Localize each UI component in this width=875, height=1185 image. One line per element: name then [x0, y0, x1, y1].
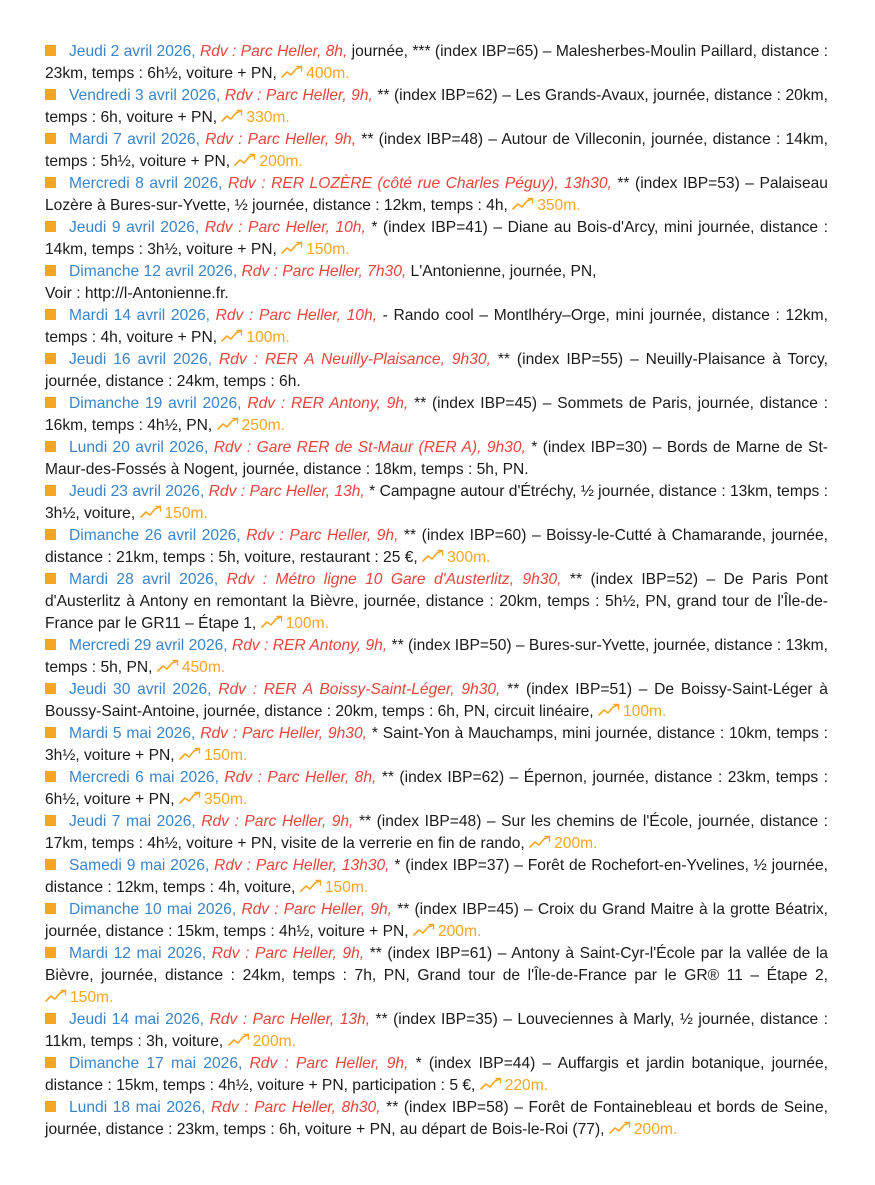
hike-meeting-point: Rdv : Parc Heller, 10h, — [204, 219, 366, 236]
hike-entry — [45, 129, 828, 173]
hike-elevation — [281, 241, 349, 258]
hike-entry — [45, 855, 828, 899]
hike-elevation — [598, 703, 666, 720]
hike-entry — [45, 1009, 828, 1053]
hike-elevation — [529, 835, 597, 852]
hike-description: ** (index IBP=35) – Louveciennes à Marly, ½ journée, distance : 11km, temps : 3h, voiture, — [45, 1011, 828, 1050]
hike-date: Jeudi 7 mai 2026, — [69, 813, 196, 830]
elevation-trend-icon — [179, 746, 201, 760]
hike-date: Mardi 5 mai 2026, — [69, 725, 196, 742]
hike-description: ** (index IBP=52) – De Paris Pont d'Austerlitz à Antony en remontant la Bièvre, journée, distance : 20km, temps : 5h½, PN, grand tour de l'Île-de-France par le GR11 – Étape 1, — [45, 571, 828, 632]
hike-elevation-value: 150m. — [203, 747, 248, 764]
elevation-trend-icon — [157, 658, 179, 672]
hike-date: Jeudi 2 avril 2026, — [69, 43, 196, 60]
hike-description: ** (index IBP=48) – Sur les chemins de l'École, journée, distance : 17km, temps : 4h½, voiture + PN, visite de la verrerie en fin de rando, — [45, 813, 829, 852]
hike-elevation-value: 200m. — [252, 1033, 296, 1050]
hike-meeting-point: Rdv : Parc Heller, 8h, — [224, 769, 377, 786]
hike-description: L'Antonienne, journée, PN, — [410, 263, 597, 280]
hike-date: Jeudi 14 mai 2026, — [69, 1011, 205, 1028]
hike-description: ** (index IBP=45) – Croix du Grand Maitre à la grotte Béatrix, journée, distance : 15km, temps : 4h½, voiture + PN, — [45, 901, 828, 940]
hike-description: ** (index IBP=60) – Boissy-le-Cutté à Chamarande, journée, distance : 21km, temps : 5h, voiture, restaurant : 25 €, — [45, 527, 828, 566]
hike-meeting-point: Rdv : RER A Boissy-Saint-Léger, 9h30, — [218, 681, 501, 698]
hike-elevation-value: 330m. — [246, 109, 290, 126]
hike-meeting-point: Rdv : Gare RER de St-Maur (RER A), 9h30, — [213, 439, 526, 456]
hike-link-text: Voir : http://l-Antonienne.fr. — [45, 285, 229, 302]
hike-elevation — [221, 329, 289, 346]
square-bullet-icon — [45, 573, 56, 584]
hike-entry — [45, 393, 828, 437]
hike-entry — [45, 899, 828, 943]
square-bullet-icon — [45, 485, 56, 496]
square-bullet-icon — [45, 133, 56, 144]
hike-elevation — [217, 417, 285, 434]
hike-elevation — [221, 109, 289, 126]
square-bullet-icon — [45, 683, 56, 694]
hike-meeting-point: Rdv : Parc Heller, 9h, — [224, 87, 373, 104]
hike-elevation-value: 450m. — [181, 659, 226, 676]
hike-meeting-point: Rdv : RER Antony, 9h, — [247, 395, 409, 412]
hike-elevation — [234, 153, 302, 170]
hike-date: Jeudi 9 avril 2026, — [69, 219, 200, 236]
hike-description: * (index IBP=44) – Auffargis et jardin botanique, journée, distance : 15km, temps : 4h½, voiture + PN, participation : 5 €, — [45, 1055, 828, 1094]
hike-entry — [45, 437, 828, 481]
hike-elevation-value: 350m. — [203, 791, 248, 808]
hike-date: Dimanche 12 avril 2026, — [69, 263, 238, 280]
hike-elevation-value: 150m. — [306, 241, 350, 258]
square-bullet-icon — [45, 177, 56, 188]
square-bullet-icon — [45, 397, 56, 408]
hike-meeting-point: Rdv : Parc Heller, 13h30, — [214, 857, 390, 874]
elevation-trend-icon — [221, 108, 243, 122]
hike-description: * (index IBP=41) – Diane au Bois-d'Arcy, mini journée, distance : 14km, temps : 3h½, voiture + PN, — [45, 219, 828, 258]
square-bullet-icon — [45, 771, 56, 782]
hike-elevation-value: 150m. — [324, 879, 369, 896]
square-bullet-icon — [45, 1013, 56, 1024]
hike-date: Mercredi 6 mai 2026, — [69, 769, 219, 786]
hike-elevation-value: 220m. — [504, 1077, 549, 1094]
hike-elevation-value: 400m. — [306, 65, 350, 82]
hike-meeting-point: Rdv : Parc Heller, 10h, — [215, 307, 377, 324]
elevation-trend-icon — [234, 152, 256, 166]
hike-entry — [45, 85, 828, 129]
hike-description: ** (index IBP=62) – Épernon, journée, distance : 23km, temps : 6h½, voiture + PN, — [45, 769, 828, 808]
hike-elevation — [45, 989, 113, 1006]
elevation-trend-icon — [422, 548, 444, 562]
hike-description: ** (index IBP=55) – Neuilly-Plaisance à Torcy, journée, distance : 24km, temps : 6h. — [45, 351, 828, 390]
square-bullet-icon — [45, 947, 56, 958]
hike-description: ** (index IBP=61) – Antony à Saint-Cyr-l'École par la vallée de la Bièvre, journée, distance : 24km, temps : 7h, PN, Grand tour de l'Île-de-France par le GR® 11 – Étape 2, — [45, 945, 828, 984]
hike-elevation — [480, 1077, 548, 1094]
hike-date: Mardi 12 mai 2026, — [69, 945, 207, 962]
square-bullet-icon — [45, 727, 56, 738]
hike-entry — [45, 217, 828, 261]
hike-description: ** (index IBP=45) – Sommets de Paris, journée, distance : 16km, temps : 4h½, PN, — [45, 395, 828, 434]
hike-description: ** (index IBP=50) – Bures-sur-Yvette, journée, distance : 13km, temps : 5h, PN, — [45, 637, 828, 676]
square-bullet-icon — [45, 903, 56, 914]
hike-date: Mercredi 8 avril 2026, — [69, 175, 223, 192]
square-bullet-icon — [45, 89, 56, 100]
hike-description: * (index IBP=37) – Forêt de Rochefort-en-Yvelines, ½ journée, distance : 12km, temps : 4h, voiture, — [45, 857, 829, 896]
hike-elevation — [413, 923, 481, 940]
elevation-trend-icon — [609, 1120, 631, 1134]
hike-elevation-value: 150m. — [164, 505, 208, 522]
square-bullet-icon — [45, 221, 56, 232]
hike-entry — [45, 1053, 828, 1097]
square-bullet-icon — [45, 441, 56, 452]
hike-date: Dimanche 10 mai 2026, — [69, 901, 237, 918]
elevation-trend-icon — [529, 834, 551, 848]
hike-entry — [45, 943, 828, 1009]
elevation-trend-icon — [261, 614, 283, 628]
hike-date: Lundi 20 avril 2026, — [69, 439, 209, 456]
hike-entry — [45, 635, 828, 679]
hike-elevation — [422, 549, 490, 566]
hike-meeting-point: Rdv : Parc Heller, 9h, — [201, 813, 354, 830]
elevation-trend-icon — [598, 702, 620, 716]
hike-meeting-point: Rdv : Métro ligne 10 Gare d'Austerlitz, 9h30, — [226, 571, 562, 588]
hike-date: Mardi 28 avril 2026, — [69, 571, 219, 588]
hike-description: * (index IBP=30) – Bords de Marne de St-Maur-des-Fossés à Nogent, journée, distance : 18km, temps : 5h, PN. — [45, 439, 828, 478]
square-bullet-icon — [45, 815, 56, 826]
hike-date: Dimanche 26 avril 2026, — [69, 527, 241, 544]
hike-entry — [45, 41, 828, 85]
hike-meeting-point: Rdv : Parc Heller, 13h, — [208, 483, 365, 500]
elevation-trend-icon — [228, 1032, 250, 1046]
hike-description: * Saint-Yon à Mauchamps, mini journée, distance : 10km, temps : 3h½, voiture + PN, — [45, 725, 829, 764]
hike-meeting-point: Rdv : Parc Heller, 13h, — [209, 1011, 371, 1028]
hike-elevation — [300, 879, 368, 896]
hike-entry — [45, 305, 828, 349]
hike-date: Lundi 18 mai 2026, — [69, 1099, 206, 1116]
square-bullet-icon — [45, 45, 56, 56]
hike-meeting-point: Rdv : RER LOZÈRE (côté rue Charles Péguy), 13h30, — [228, 175, 612, 192]
square-bullet-icon — [45, 1101, 56, 1112]
hike-elevation — [512, 197, 580, 214]
elevation-trend-icon — [140, 504, 162, 518]
hike-elevation-value: 250m. — [241, 417, 285, 434]
hike-meeting-point: Rdv : Parc Heller, 8h, — [199, 43, 348, 60]
hike-entry — [45, 679, 828, 723]
hike-meeting-point: Rdv : RER A Neuilly-Plaisance, 9h30, — [219, 351, 491, 368]
hike-entry — [45, 811, 828, 855]
hike-date: Jeudi 16 avril 2026, — [69, 351, 213, 368]
hike-elevation-value: 200m. — [259, 153, 303, 170]
hike-description: * Campagne autour d'Étréchy, ½ journée, distance : 13km, temps : 3h½, voiture, — [45, 483, 828, 522]
elevation-trend-icon — [512, 196, 534, 210]
hike-entry — [45, 1097, 828, 1141]
hike-elevation-value: 200m. — [437, 923, 482, 940]
hike-description: ** (index IBP=53) – Palaiseau Lozère à Bures-sur-Yvette, ½ journée, distance : 12km, temps : 4h, — [45, 175, 828, 214]
hike-elevation-value: 100m. — [285, 615, 329, 632]
hike-elevation-value: 150m. — [70, 989, 114, 1006]
hike-meeting-point: Rdv : RER Antony, 9h, — [231, 637, 388, 654]
hike-entry — [45, 723, 828, 767]
hike-entry — [45, 569, 828, 635]
hike-elevation — [281, 65, 349, 82]
hike-date: Mardi 14 avril 2026, — [69, 307, 210, 324]
hike-elevation — [140, 505, 208, 522]
elevation-trend-icon — [413, 922, 435, 936]
hike-meeting-point: Rdv : Parc Heller, 7h30, — [241, 263, 407, 280]
hike-description: ** (index IBP=51) – De Boissy-Saint-Léger à Boussy-Saint-Antoine, journée, distance : 20km, temps : 6h, PN, circuit linéaire, — [45, 681, 828, 720]
hike-entry — [45, 525, 828, 569]
elevation-trend-icon — [217, 416, 239, 430]
hike-meeting-point: Rdv : Parc Heller, 9h30, — [200, 725, 367, 742]
hike-meeting-point: Rdv : Parc Heller, 8h30, — [210, 1099, 381, 1116]
hike-elevation — [179, 791, 247, 808]
square-bullet-icon — [45, 1057, 56, 1068]
elevation-trend-icon — [281, 240, 303, 254]
hike-description: journée, *** (index IBP=65) – Malesherbes-Moulin Paillard, distance : 23km, temps : 6h½, voiture + PN, — [45, 43, 828, 82]
hike-description: ** (index IBP=62) – Les Grands-Avaux, journée, distance : 20km, temps : 6h, voiture + PN, — [45, 87, 828, 126]
elevation-trend-icon — [480, 1076, 502, 1090]
square-bullet-icon — [45, 639, 56, 650]
square-bullet-icon — [45, 529, 56, 540]
hike-elevation-value: 350m. — [537, 197, 581, 214]
hike-elevation — [228, 1033, 296, 1050]
hike-elevation-value: 100m. — [246, 329, 290, 346]
hike-date: Samedi 9 mai 2026, — [69, 857, 210, 874]
hike-description: - Rando cool – Montlhéry–Orge, mini journée, distance : 12km, temps : 4h, voiture + PN, — [45, 307, 828, 346]
hike-meeting-point: Rdv : Parc Heller, 9h, — [211, 945, 365, 962]
hike-entry — [45, 173, 828, 217]
elevation-trend-icon — [179, 790, 201, 804]
hike-date: Dimanche 19 avril 2026, — [69, 395, 242, 412]
hike-meeting-point: Rdv : Parc Heller, 9h, — [205, 131, 357, 148]
elevation-trend-icon — [45, 988, 67, 1002]
hike-entry — [45, 261, 828, 305]
hike-date: Mercredi 29 avril 2026, — [69, 637, 228, 654]
hike-date: Dimanche 17 mai 2026, — [69, 1055, 243, 1072]
hike-entry — [45, 481, 828, 525]
hike-date: Jeudi 30 avril 2026, — [69, 681, 212, 698]
hike-description: ** (index IBP=48) – Autour de Villeconin, journée, distance : 14km, temps : 5h½, voiture + PN, — [45, 131, 828, 170]
square-bullet-icon — [45, 265, 56, 276]
hike-meeting-point: Rdv : Parc Heller, 9h, — [249, 1055, 409, 1072]
hike-meeting-point: Rdv : Parc Heller, 9h, — [246, 527, 399, 544]
square-bullet-icon — [45, 353, 56, 364]
hike-elevation-value: 300m. — [447, 549, 491, 566]
hike-elevation — [261, 615, 329, 632]
hike-description: ** (index IBP=58) – Forêt de Fontainebleau et bords de Seine, journée, distance : 23km, temps : 6h, voiture + PN, au départ de Bois-le-Roi (77), — [45, 1099, 828, 1138]
hike-elevation — [609, 1121, 677, 1138]
elevation-trend-icon — [221, 328, 243, 342]
hike-entry — [45, 349, 828, 393]
hike-date: Jeudi 23 avril 2026, — [69, 483, 205, 500]
hike-entry — [45, 767, 828, 811]
hike-date: Vendredi 3 avril 2026, — [69, 87, 221, 104]
hike-elevation-value: 100m. — [622, 703, 667, 720]
square-bullet-icon — [45, 309, 56, 320]
square-bullet-icon — [45, 859, 56, 870]
hike-elevation-value: 200m. — [554, 835, 598, 852]
hike-elevation — [179, 747, 247, 764]
hike-meeting-point: Rdv : Parc Heller, 9h, — [241, 901, 393, 918]
elevation-trend-icon — [281, 64, 303, 78]
elevation-trend-icon — [300, 878, 322, 892]
hike-elevation — [157, 659, 225, 676]
hike-elevation-value: 200m. — [633, 1121, 678, 1138]
hike-date: Mardi 7 avril 2026, — [69, 131, 200, 148]
